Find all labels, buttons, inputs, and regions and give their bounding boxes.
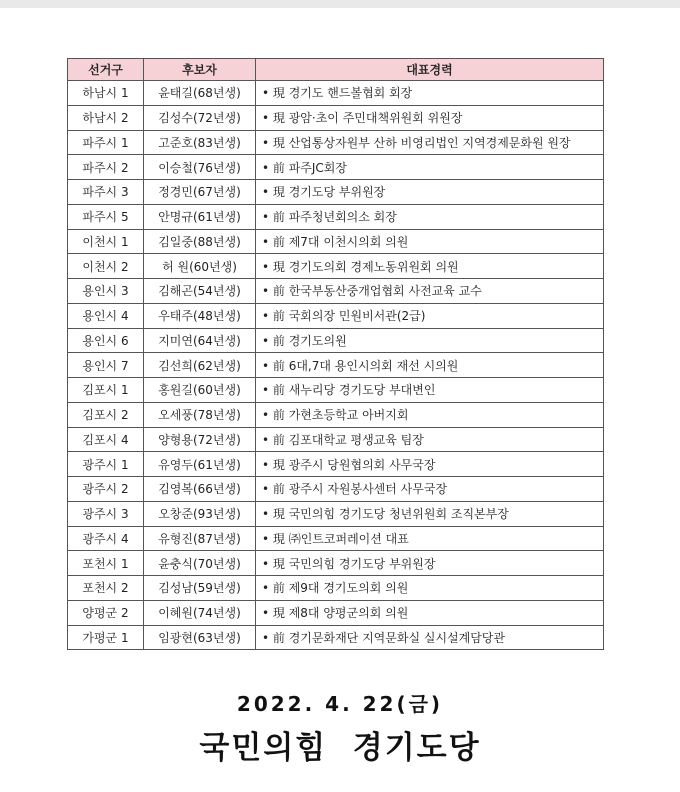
- candidate-cell: 임광현(63년생): [144, 625, 256, 650]
- table-row: [68, 204, 604, 229]
- candidate-cell: 김성수(72년생): [144, 105, 256, 130]
- career-cell: • 前 제9대 경기도의회 의원: [256, 576, 604, 601]
- candidate-cell: 김선희(62년생): [144, 353, 256, 378]
- table-row: [68, 427, 604, 452]
- table-row: [68, 551, 604, 576]
- district-cell: 광주시 3: [68, 501, 144, 526]
- candidate-cell: 이혜원(74년생): [144, 600, 256, 625]
- district-cell: 파주시 3: [68, 180, 144, 205]
- career-cell: • 現 경기도당 부위원장: [256, 180, 604, 205]
- table-row: [68, 303, 604, 328]
- career-cell: • 前 국회의장 민원비서관(2급): [256, 303, 604, 328]
- candidate-cell: 김성남(59년생): [144, 576, 256, 601]
- career-cell: • 前 김포대학교 평생교육 팀장: [256, 427, 604, 452]
- career-cell: • 現 광주시 당원협의회 사무국장: [256, 452, 604, 477]
- career-cell: • 前 6대,7대 용인시의회 재선 시의원: [256, 353, 604, 378]
- table-row: [68, 81, 604, 106]
- candidate-cell: 유영두(61년생): [144, 452, 256, 477]
- career-cell: • 前 경기도의원: [256, 328, 604, 353]
- table-row: [68, 477, 604, 502]
- table-row: [68, 576, 604, 601]
- district-cell: 광주시 2: [68, 477, 144, 502]
- top-edge-bar: [0, 0, 680, 8]
- career-cell: • 前 제7대 이천시의회 의원: [256, 229, 604, 254]
- candidate-cell: 오세풍(78년생): [144, 402, 256, 427]
- career-cell: • 前 경기문화재단 지역문화실 실시설계담당관: [256, 625, 604, 650]
- header-career: 대표경력: [256, 59, 604, 81]
- announcement-date: 2022. 4. 22(금): [236, 692, 444, 716]
- career-cell: • 現 제8대 양평군의회 의원: [256, 600, 604, 625]
- district-cell: 이천시 1: [68, 229, 144, 254]
- header-district: 선거구: [68, 59, 144, 81]
- candidate-cell: 우태주(48년생): [144, 303, 256, 328]
- district-cell: 용인시 3: [68, 279, 144, 304]
- district-cell: 파주시 1: [68, 130, 144, 155]
- career-cell: • 現 국민의힘 경기도당 부위원장: [256, 551, 604, 576]
- career-cell: • 前 파주JC회장: [256, 155, 604, 180]
- career-cell: • 現 경기도 핸드볼협회 회장: [256, 81, 604, 106]
- district-cell: 광주시 4: [68, 526, 144, 551]
- table-row: [68, 254, 604, 279]
- candidate-table: [67, 58, 604, 650]
- table-header-row: [68, 59, 604, 81]
- table-row: [68, 229, 604, 254]
- district-cell: 김포시 1: [68, 378, 144, 403]
- district-cell: 파주시 2: [68, 155, 144, 180]
- table-row: [68, 625, 604, 650]
- candidate-cell: 고준호(83년생): [144, 130, 256, 155]
- district-cell: 하남시 2: [68, 105, 144, 130]
- candidate-cell: 오창준(93년생): [144, 501, 256, 526]
- table-row: [68, 526, 604, 551]
- table-row: [68, 378, 604, 403]
- table-row: [68, 353, 604, 378]
- district-cell: 용인시 6: [68, 328, 144, 353]
- candidate-cell: 홍원길(60년생): [144, 378, 256, 403]
- career-cell: • 現 국민의힘 경기도당 청년위원회 조직본부장: [256, 501, 604, 526]
- candidate-cell: 허 원(60년생): [144, 254, 256, 279]
- table-row: [68, 328, 604, 353]
- candidate-cell: 김해곤(54년생): [144, 279, 256, 304]
- career-cell: • 前 광주시 자원봉사센터 사무국장: [256, 477, 604, 502]
- organization-name: 국민의힘 경기도당: [199, 730, 481, 766]
- district-cell: 가평군 1: [68, 625, 144, 650]
- district-cell: 포천시 2: [68, 576, 144, 601]
- table-row: [68, 600, 604, 625]
- career-cell: • 現 ㈜인트코퍼레이션 대표: [256, 526, 604, 551]
- table-row: [68, 155, 604, 180]
- district-cell: 파주시 5: [68, 204, 144, 229]
- table-row: [68, 130, 604, 155]
- district-cell: 김포시 4: [68, 427, 144, 452]
- header-candidate: 후보자: [144, 59, 256, 81]
- table-row: [68, 452, 604, 477]
- career-cell: • 前 새누리당 경기도당 부대변인: [256, 378, 604, 403]
- career-cell: • 現 광암·초이 주민대책위원회 위원장: [256, 105, 604, 130]
- career-cell: • 前 파주청년회의소 회장: [256, 204, 604, 229]
- candidate-cell: 유형진(87년생): [144, 526, 256, 551]
- candidate-cell: 김영복(66년생): [144, 477, 256, 502]
- table-row: [68, 279, 604, 304]
- district-cell: 포천시 1: [68, 551, 144, 576]
- career-cell: • 前 한국부동산중개업협회 사전교육 교수: [256, 279, 604, 304]
- candidate-cell: 윤태길(68년생): [144, 81, 256, 106]
- district-cell: 하남시 1: [68, 81, 144, 106]
- district-cell: 광주시 1: [68, 452, 144, 477]
- candidate-cell: 정경민(67년생): [144, 180, 256, 205]
- table-row: [68, 180, 604, 205]
- district-cell: 용인시 4: [68, 303, 144, 328]
- district-cell: 김포시 2: [68, 402, 144, 427]
- district-cell: 이천시 2: [68, 254, 144, 279]
- table-row: [68, 402, 604, 427]
- table-body: [68, 81, 604, 650]
- career-cell: • 現 산업통상자원부 산하 비영리법인 지역경제문화원 원장: [256, 130, 604, 155]
- district-cell: 용인시 7: [68, 353, 144, 378]
- district-cell: 양평군 2: [68, 600, 144, 625]
- candidate-cell: 윤충식(70년생): [144, 551, 256, 576]
- career-cell: • 現 경기도의회 경제노동위원회 의원: [256, 254, 604, 279]
- candidate-cell: 양형용(72년생): [144, 427, 256, 452]
- table-row: [68, 105, 604, 130]
- table-row: [68, 501, 604, 526]
- candidate-cell: 안명규(61년생): [144, 204, 256, 229]
- candidate-cell: 이승철(76년생): [144, 155, 256, 180]
- career-cell: • 前 가현초등학교 아버지회: [256, 402, 604, 427]
- candidate-cell: 지미연(64년생): [144, 328, 256, 353]
- candidate-cell: 김일중(88년생): [144, 229, 256, 254]
